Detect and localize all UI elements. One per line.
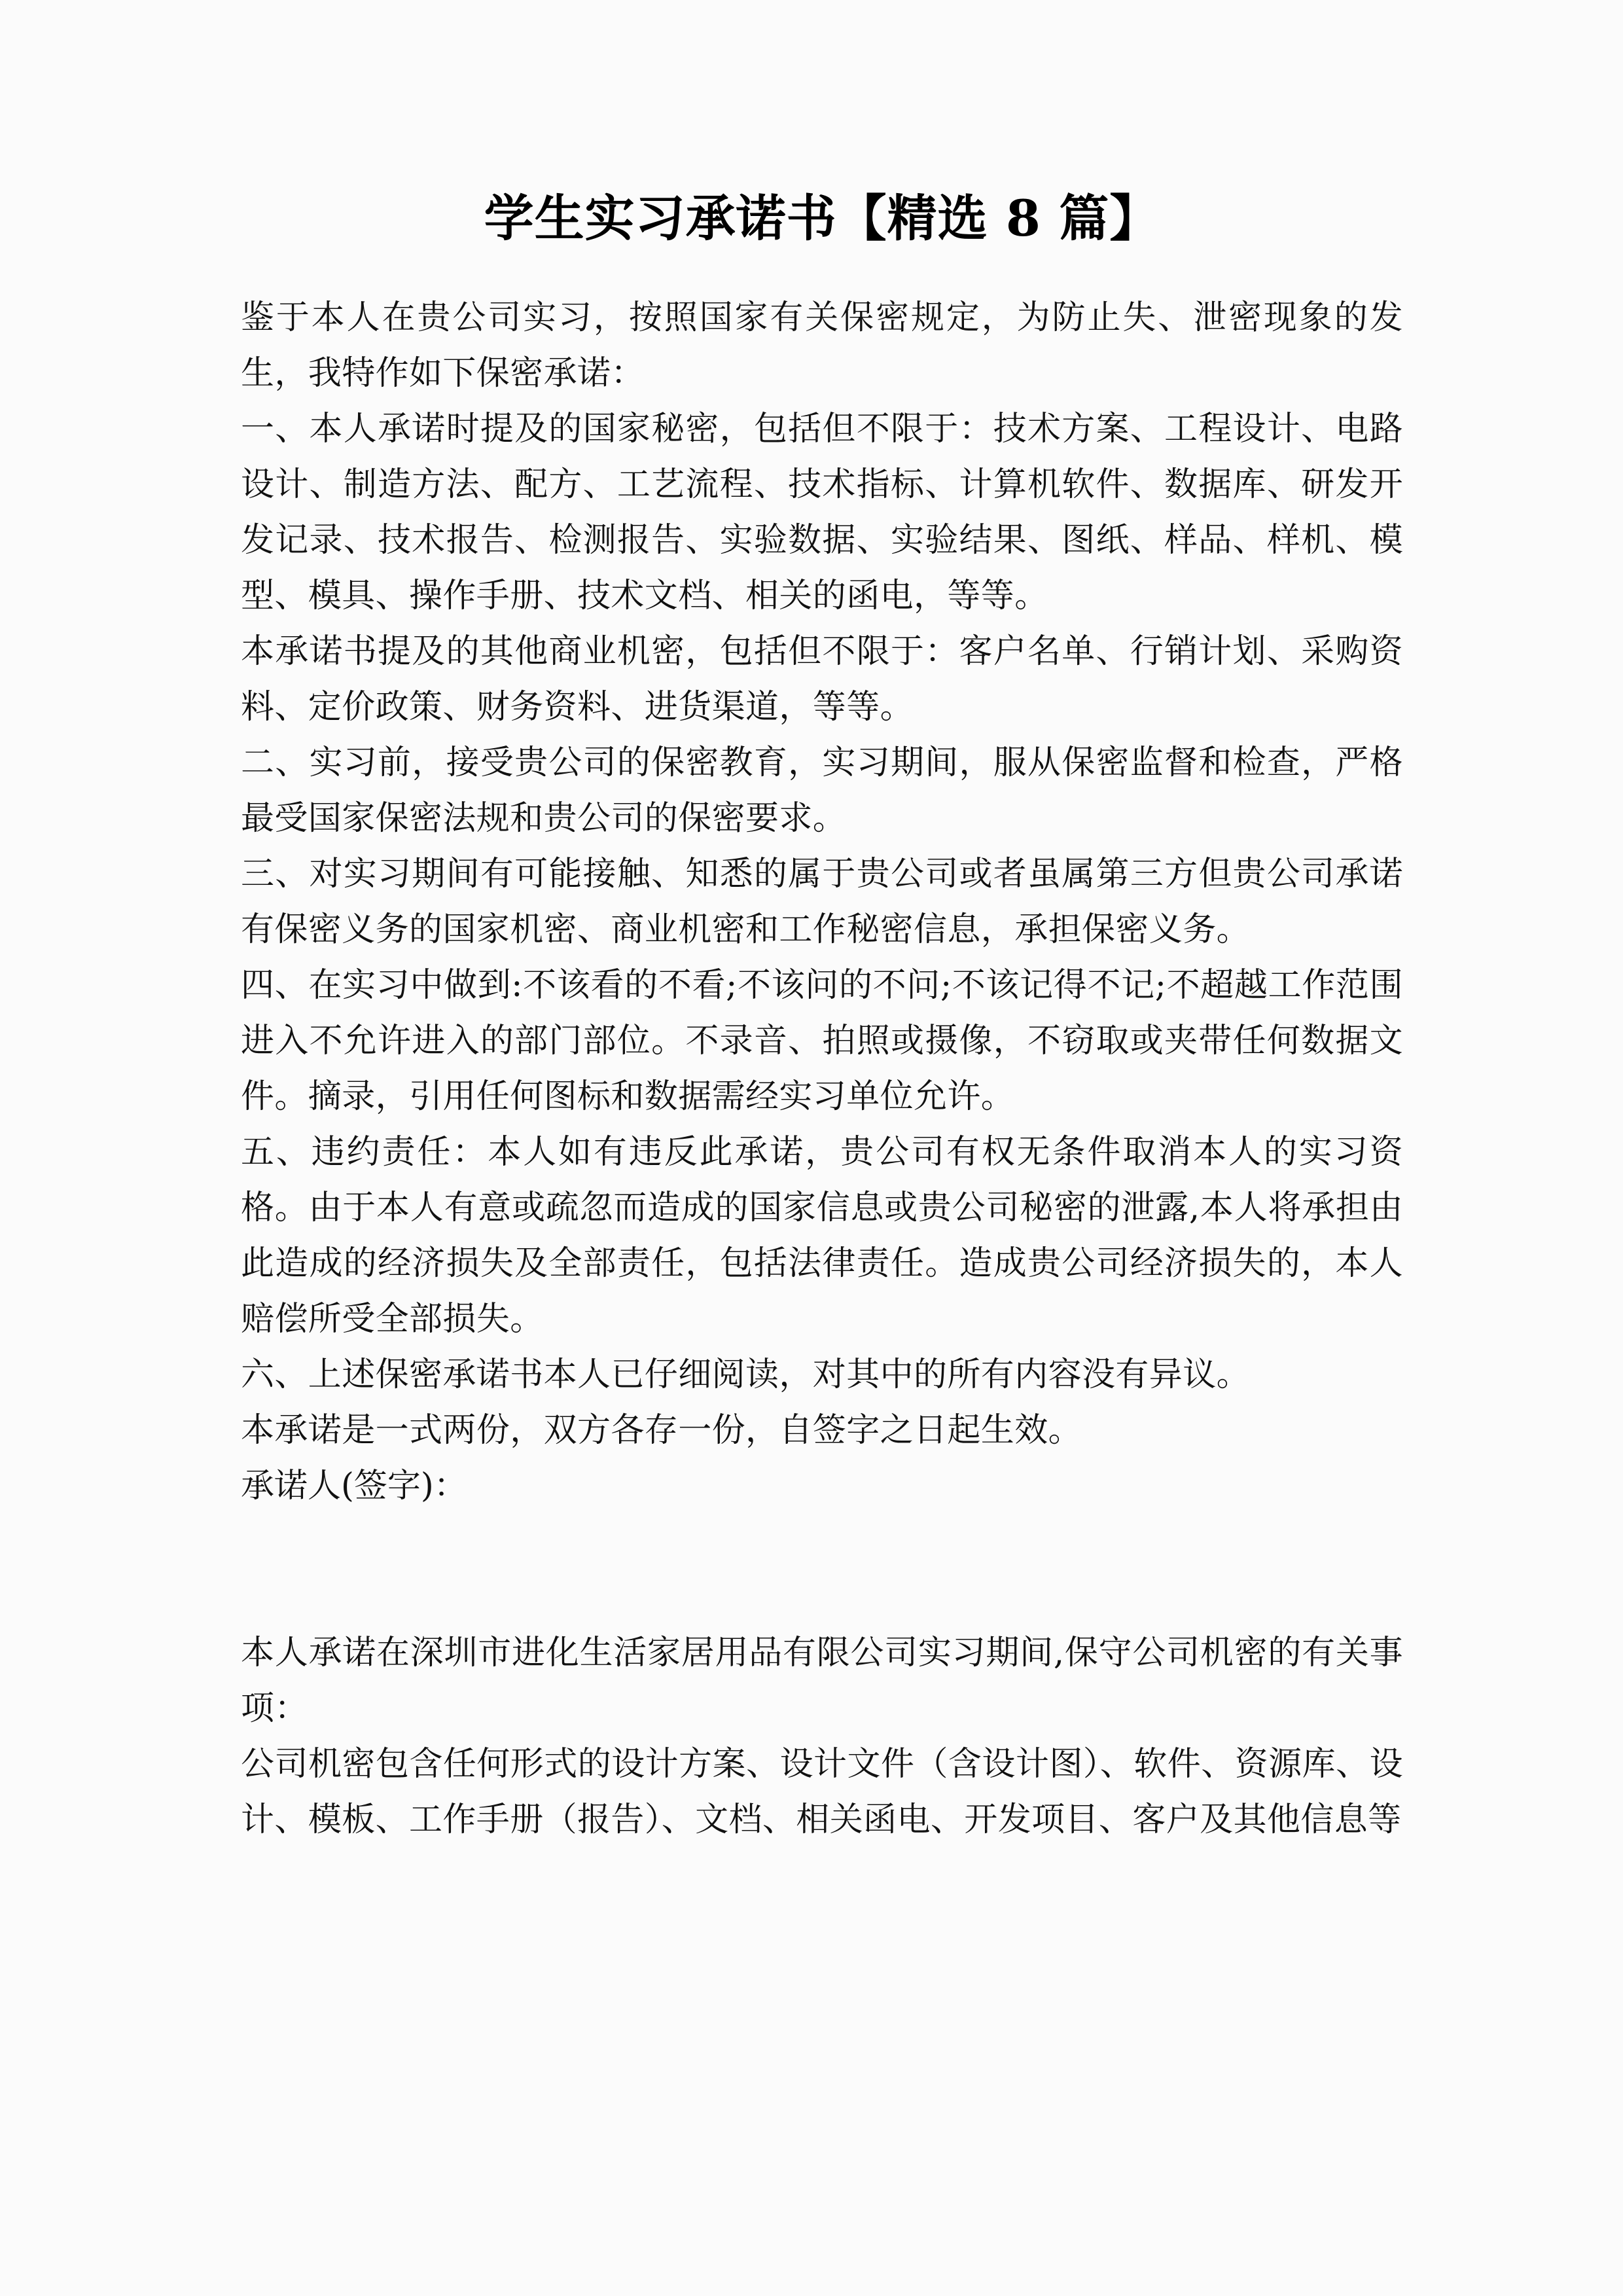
paragraph-copies: 本承诺是一式两份，双方各存一份，自签字之日起生效。 <box>241 1411 1082 1450</box>
paragraph-section2-body: 公司机密包含任何形式的设计方案、设计文件（含设计图）、软件、资源库、设计、模板、工作手册（报告）、文档、相关函电、开发项目、客户及其他信息等 <box>241 1745 1403 1839</box>
paragraph-section2-intro: 本人承诺在深圳市进化生活家居用品有限公司实习期间,保守公司机密的有关事项： <box>241 1634 1403 1728</box>
paragraph-item-3: 三、对实习期间有可能接触、知悉的属于贵公司或者虽属第三方但贵公司承诺有保密义务的国家机密、商业机密和工作秘密信息，承担保密义务。 <box>241 855 1403 949</box>
paragraph-item-5: 五、违约责任：本人如有违反此承诺，贵公司有权无条件取消本人的实习资格。由于本人有意或疏忽而造成的国家信息或贵公司秘密的泄露,本人将承担由此造成的经济损失及全部责任，包括法律责任。造成贵公司经济损失的，本人赔偿所受全部损失。 <box>241 1133 1403 1338</box>
signature-blank-space <box>241 1514 1403 1625</box>
document-content <box>241 0 1403 1848</box>
paragraph-item-6: 六、上述保密承诺书本人已仔细阅读，对其中的所有内容没有异议。 <box>241 1355 1251 1394</box>
paragraph-item-1: 一、本人承诺时提及的国家秘密，包括但不限于：技术方案、工程设计、电路设计、制造方法、配方、工艺流程、技术指标、计算机软件、数据库、研发开发记录、技术报告、检测报告、实验数据、实验结果、图纸、样品、样机、模型、模具、操作手册、技术文档、相关的函电，等等。 <box>241 410 1403 615</box>
document-body <box>241 290 1403 1848</box>
paragraph-item-4: 四、在实习中做到:不该看的不看;不该问的不问;不该记得不记;不超越工作范围进入不允许进入的部门部位。不录音、拍照或摄像，不窃取或夹带任何数据文件。摘录，引用任何图标和数据需经实习单位允许。 <box>241 966 1403 1116</box>
paragraph-intro: 鉴于本人在贵公司实习，按照国家有关保密规定，为防止失、泄密现象的发生，我特作如下保密承诺： <box>241 298 1403 393</box>
paragraph-item-1b: 本承诺书提及的其他商业机密，包括但不限于：客户名单、行销计划、采购资料、定价政策、财务资料、进货渠道，等等。 <box>241 632 1403 726</box>
page-title: 学生实习承诺书【精选 8 篇】 <box>484 189 1160 247</box>
paragraph-item-2: 二、实习前，接受贵公司的保密教育，实习期间，服从保密监督和检查，严格最受国家保密法规和贵公司的保密要求。 <box>241 744 1403 838</box>
signature-label: 承诺人(签字)： <box>241 1467 467 1505</box>
